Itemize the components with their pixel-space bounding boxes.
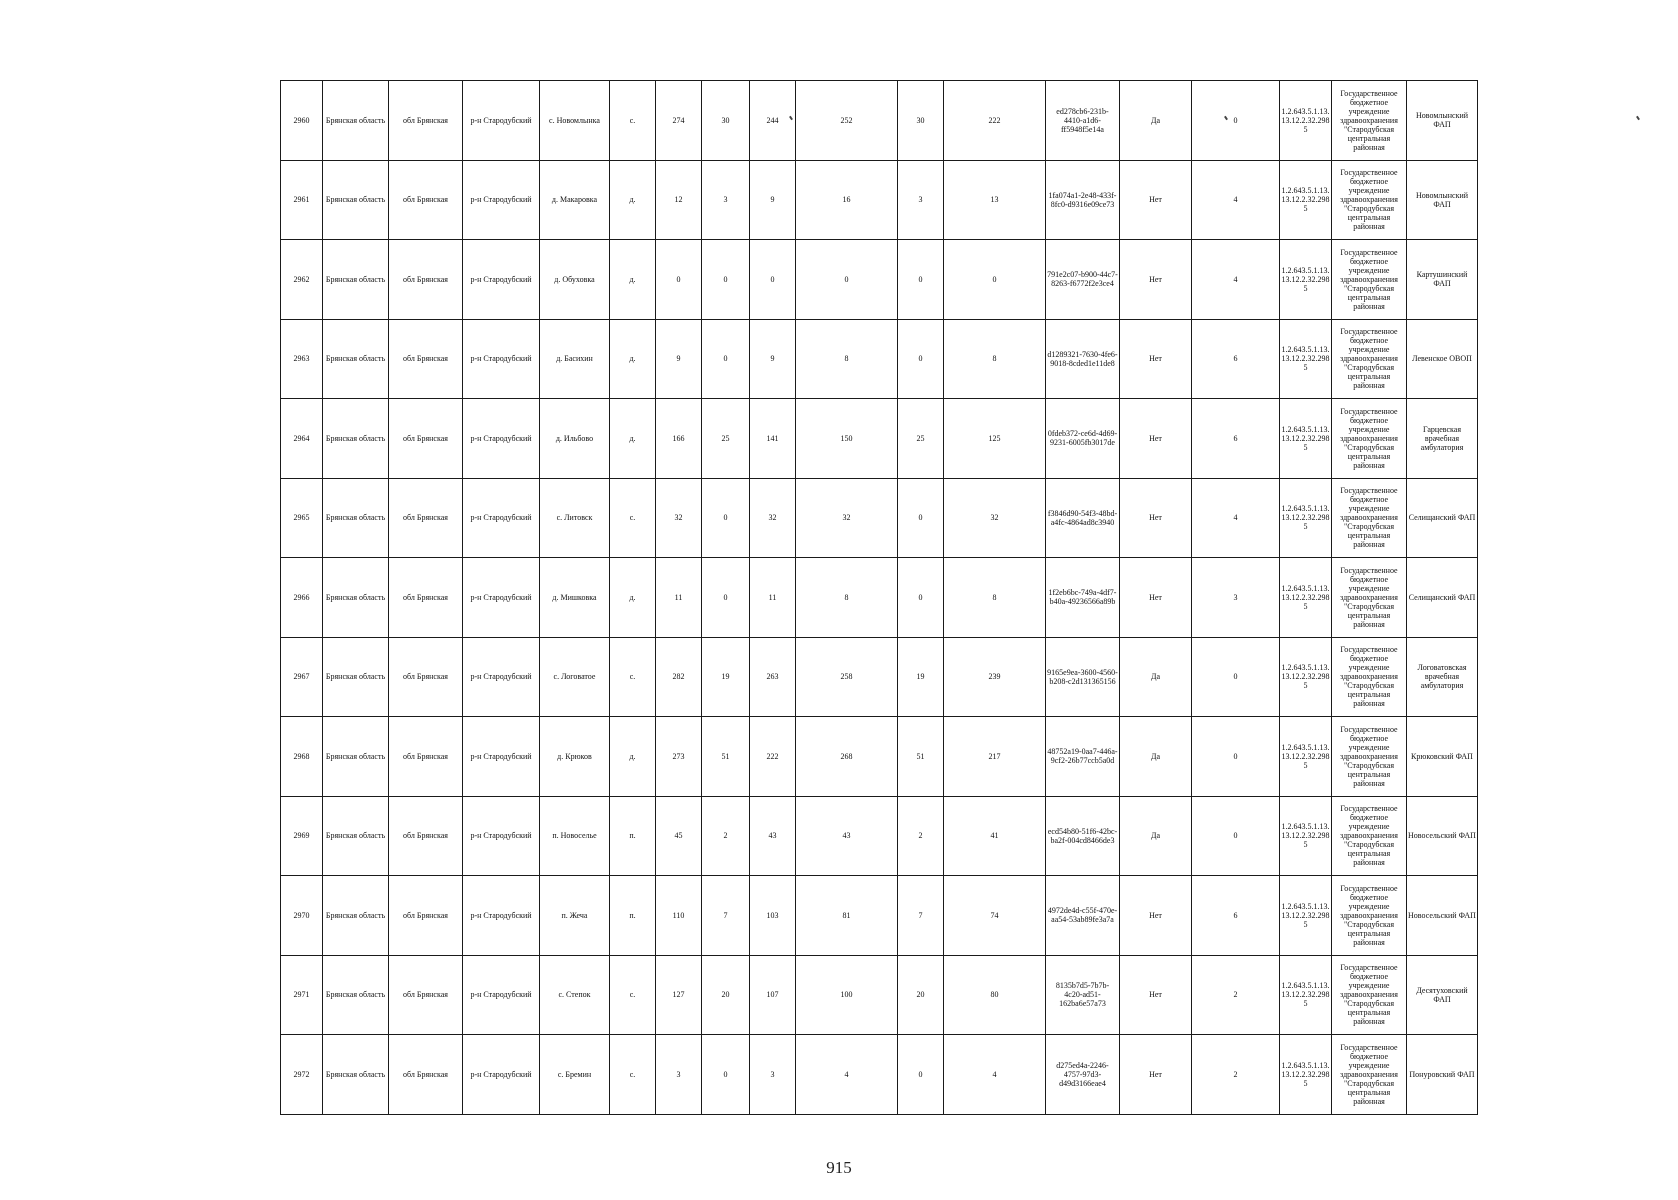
cell-region-short: обл Брянская bbox=[389, 876, 463, 956]
cell-population-2: 32 bbox=[796, 478, 898, 558]
cell-facility-name: Новомлынский ФАП bbox=[1407, 81, 1478, 161]
cell-district: р-н Стародубский bbox=[463, 81, 540, 161]
cell-organization-name: Государственное бюджетное учреждение здравоохранения "Стародубская центральная районная bbox=[1332, 81, 1407, 161]
cell-population-adults: 263 bbox=[750, 637, 796, 717]
cell-region-short: обл Брянская bbox=[389, 717, 463, 797]
table-row bbox=[281, 1035, 1478, 1115]
cell-settlement-type: с. bbox=[610, 81, 656, 161]
cell-facility-name: Новосельский ФАП bbox=[1407, 876, 1478, 956]
table-row bbox=[281, 876, 1478, 956]
cell-region-short: обл Брянская bbox=[389, 478, 463, 558]
cell-population-adults: 107 bbox=[750, 955, 796, 1035]
cell-adults-2: 74 bbox=[944, 876, 1046, 956]
cell-has-medical-facility: Нет bbox=[1120, 319, 1192, 399]
cell-settlement-type: д. bbox=[610, 319, 656, 399]
cell-district: р-н Стародубский bbox=[463, 876, 540, 956]
cell-organization-name: Государственное бюджетное учреждение здравоохранения "Стародубская центральная районная bbox=[1332, 717, 1407, 797]
cell-distance: 0 bbox=[1192, 81, 1280, 161]
cell-population-2: 81 bbox=[796, 876, 898, 956]
cell-settlement-type: с. bbox=[610, 478, 656, 558]
cell-population-2: 8 bbox=[796, 319, 898, 399]
cell-region-short: обл Брянская bbox=[389, 955, 463, 1035]
cell-row-number: 2966 bbox=[281, 558, 323, 638]
cell-population-total: 0 bbox=[656, 240, 702, 320]
cell-region-short: обл Брянская bbox=[389, 319, 463, 399]
cell-settlement: д. Басихин bbox=[540, 319, 610, 399]
table-row bbox=[281, 558, 1478, 638]
cell-region: Брянская область bbox=[323, 81, 389, 161]
cell-row-number: 2971 bbox=[281, 955, 323, 1035]
table-body bbox=[281, 81, 1478, 1115]
cell-region-short: обл Брянская bbox=[389, 240, 463, 320]
cell-organization-oid: 1.2.643.5.1.13.13.12.2.32.2985 bbox=[1280, 637, 1332, 717]
cell-population-adults: 0 bbox=[750, 240, 796, 320]
cell-region: Брянская область bbox=[323, 955, 389, 1035]
cell-fias-guid: f3846d90-54f3-48bd-a4fc-4864ad8c3940 bbox=[1046, 478, 1120, 558]
cell-organization-name: Государственное бюджетное учреждение здравоохранения "Стародубская центральная районная bbox=[1332, 399, 1407, 479]
cell-distance: 3 bbox=[1192, 558, 1280, 638]
cell-region: Брянская область bbox=[323, 1035, 389, 1115]
cell-has-medical-facility: Да bbox=[1120, 81, 1192, 161]
cell-children-2: 0 bbox=[898, 558, 944, 638]
cell-distance: 2 bbox=[1192, 1035, 1280, 1115]
cell-facility-name: Картушинский ФАП bbox=[1407, 240, 1478, 320]
cell-children-2: 51 bbox=[898, 717, 944, 797]
cell-organization-name: Государственное бюджетное учреждение здравоохранения "Стародубская центральная районная bbox=[1332, 478, 1407, 558]
page-number: 915 bbox=[826, 1158, 852, 1177]
cell-region: Брянская область bbox=[323, 558, 389, 638]
cell-settlement-type: п. bbox=[610, 876, 656, 956]
cell-fias-guid: 1f2eb6bc-749a-4df7-b40a-49236566a89b bbox=[1046, 558, 1120, 638]
cell-organization-oid: 1.2.643.5.1.13.13.12.2.32.2985 bbox=[1280, 1035, 1332, 1115]
cell-organization-name: Государственное бюджетное учреждение здравоохранения "Стародубская центральная районная bbox=[1332, 955, 1407, 1035]
cell-population-2: 268 bbox=[796, 717, 898, 797]
cell-region: Брянская область bbox=[323, 319, 389, 399]
cell-population-total: 32 bbox=[656, 478, 702, 558]
cell-population-adults: 3 bbox=[750, 1035, 796, 1115]
cell-population-total: 274 bbox=[656, 81, 702, 161]
cell-region-short: обл Брянская bbox=[389, 160, 463, 240]
cell-region: Брянская область bbox=[323, 876, 389, 956]
cell-district: р-н Стародубский bbox=[463, 319, 540, 399]
cell-organization-oid: 1.2.643.5.1.13.13.12.2.32.2985 bbox=[1280, 399, 1332, 479]
cell-organization-name: Государственное бюджетное учреждение здравоохранения "Стародубская центральная районная bbox=[1332, 319, 1407, 399]
cell-district: р-н Стародубский bbox=[463, 558, 540, 638]
cell-fias-guid: d1289321-7630-4fe6-9018-8cded1e11de8 bbox=[1046, 319, 1120, 399]
table-row bbox=[281, 478, 1478, 558]
cell-distance: 6 bbox=[1192, 319, 1280, 399]
cell-settlement-type: д. bbox=[610, 558, 656, 638]
cell-population-children: 30 bbox=[702, 81, 750, 161]
cell-fias-guid: d275ed4a-2246-4757-97d3-d49d3166eae4 bbox=[1046, 1035, 1120, 1115]
cell-has-medical-facility: Нет bbox=[1120, 160, 1192, 240]
cell-organization-name: Государственное бюджетное учреждение здравоохранения "Стародубская центральная районная bbox=[1332, 240, 1407, 320]
cell-population-2: 150 bbox=[796, 399, 898, 479]
cell-distance: 6 bbox=[1192, 876, 1280, 956]
cell-children-2: 30 bbox=[898, 81, 944, 161]
cell-adults-2: 13 bbox=[944, 160, 1046, 240]
cell-population-total: 12 bbox=[656, 160, 702, 240]
cell-organization-name: Государственное бюджетное учреждение здравоохранения "Стародубская центральная районная bbox=[1332, 876, 1407, 956]
cell-organization-oid: 1.2.643.5.1.13.13.12.2.32.2985 bbox=[1280, 319, 1332, 399]
cell-distance: 4 bbox=[1192, 478, 1280, 558]
cell-fias-guid: 4972de4d-c55f-470e-aa54-53ab89fe3a7a bbox=[1046, 876, 1120, 956]
cell-facility-name: Крюковский ФАП bbox=[1407, 717, 1478, 797]
cell-row-number: 2972 bbox=[281, 1035, 323, 1115]
cell-population-children: 19 bbox=[702, 637, 750, 717]
cell-children-2: 0 bbox=[898, 478, 944, 558]
cell-distance: 0 bbox=[1192, 796, 1280, 876]
cell-facility-name: Логоватовская врачебная амбулатория bbox=[1407, 637, 1478, 717]
cell-population-children: 25 bbox=[702, 399, 750, 479]
cell-organization-name: Государственное бюджетное учреждение здравоохранения "Стародубская центральная районная bbox=[1332, 637, 1407, 717]
cell-organization-name: Государственное бюджетное учреждение здравоохранения "Стародубская центральная районная bbox=[1332, 796, 1407, 876]
cell-has-medical-facility: Нет bbox=[1120, 876, 1192, 956]
cell-adults-2: 222 bbox=[944, 81, 1046, 161]
cell-adults-2: 4 bbox=[944, 1035, 1046, 1115]
table-row bbox=[281, 319, 1478, 399]
cell-settlement-type: д. bbox=[610, 240, 656, 320]
cell-distance: 4 bbox=[1192, 160, 1280, 240]
cell-population-total: 3 bbox=[656, 1035, 702, 1115]
cell-settlement-type: д. bbox=[610, 717, 656, 797]
cell-row-number: 2963 bbox=[281, 319, 323, 399]
cell-settlement-type: д. bbox=[610, 160, 656, 240]
cell-children-2: 2 bbox=[898, 796, 944, 876]
cell-settlement-type: с. bbox=[610, 637, 656, 717]
cell-row-number: 2968 bbox=[281, 717, 323, 797]
cell-settlement-type: с. bbox=[610, 1035, 656, 1115]
cell-settlement: д. Макаровка bbox=[540, 160, 610, 240]
cell-region-short: обл Брянская bbox=[389, 1035, 463, 1115]
cell-district: р-н Стародубский bbox=[463, 399, 540, 479]
cell-has-medical-facility: Да bbox=[1120, 717, 1192, 797]
cell-population-children: 0 bbox=[702, 1035, 750, 1115]
cell-adults-2: 8 bbox=[944, 319, 1046, 399]
cell-distance: 2 bbox=[1192, 955, 1280, 1035]
cell-organization-name: Государственное бюджетное учреждение здравоохранения "Стародубская центральная районная bbox=[1332, 160, 1407, 240]
cell-row-number: 2962 bbox=[281, 240, 323, 320]
cell-population-total: 282 bbox=[656, 637, 702, 717]
cell-population-children: 3 bbox=[702, 160, 750, 240]
cell-settlement: с. Литовск bbox=[540, 478, 610, 558]
table-row bbox=[281, 81, 1478, 161]
cell-district: р-н Стародубский bbox=[463, 717, 540, 797]
cell-row-number: 2965 bbox=[281, 478, 323, 558]
cell-distance: 0 bbox=[1192, 717, 1280, 797]
cell-region: Брянская область bbox=[323, 478, 389, 558]
table-row bbox=[281, 796, 1478, 876]
cell-region: Брянская область bbox=[323, 637, 389, 717]
cell-children-2: 0 bbox=[898, 1035, 944, 1115]
cell-population-children: 20 bbox=[702, 955, 750, 1035]
cell-organization-oid: 1.2.643.5.1.13.13.12.2.32.2985 bbox=[1280, 955, 1332, 1035]
cell-settlement: с. Новомлынка bbox=[540, 81, 610, 161]
cell-children-2: 3 bbox=[898, 160, 944, 240]
cell-population-adults: 9 bbox=[750, 319, 796, 399]
cell-adults-2: 8 bbox=[944, 558, 1046, 638]
cell-region: Брянская область bbox=[323, 240, 389, 320]
cell-district: р-н Стародубский bbox=[463, 955, 540, 1035]
cell-district: р-н Стародубский bbox=[463, 796, 540, 876]
cell-children-2: 7 bbox=[898, 876, 944, 956]
cell-organization-oid: 1.2.643.5.1.13.13.12.2.32.2985 bbox=[1280, 240, 1332, 320]
cell-population-2: 258 bbox=[796, 637, 898, 717]
cell-fias-guid: 0fdeb372-ce6d-4d69-9231-6005fb3017de bbox=[1046, 399, 1120, 479]
table-row bbox=[281, 955, 1478, 1035]
cell-population-2: 16 bbox=[796, 160, 898, 240]
settlements-registry-table bbox=[280, 80, 1478, 1115]
cell-organization-oid: 1.2.643.5.1.13.13.12.2.32.2985 bbox=[1280, 81, 1332, 161]
cell-settlement: д. Обуховка bbox=[540, 240, 610, 320]
cell-adults-2: 41 bbox=[944, 796, 1046, 876]
cell-population-adults: 9 bbox=[750, 160, 796, 240]
cell-region-short: обл Брянская bbox=[389, 558, 463, 638]
cell-facility-name: Десятуховский ФАП bbox=[1407, 955, 1478, 1035]
cell-adults-2: 217 bbox=[944, 717, 1046, 797]
cell-population-children: 0 bbox=[702, 240, 750, 320]
cell-settlement: с. Бремин bbox=[540, 1035, 610, 1115]
cell-organization-oid: 1.2.643.5.1.13.13.12.2.32.2985 bbox=[1280, 478, 1332, 558]
cell-has-medical-facility: Нет bbox=[1120, 1035, 1192, 1115]
cell-population-children: 7 bbox=[702, 876, 750, 956]
cell-organization-oid: 1.2.643.5.1.13.13.12.2.32.2985 bbox=[1280, 876, 1332, 956]
cell-region: Брянская область bbox=[323, 399, 389, 479]
cell-district: р-н Стародубский bbox=[463, 240, 540, 320]
cell-facility-name: Левенское ОВОП bbox=[1407, 319, 1478, 399]
cell-facility-name: Понуровский ФАП bbox=[1407, 1035, 1478, 1115]
cell-settlement-type: с. bbox=[610, 955, 656, 1035]
cell-district: р-н Стародубский bbox=[463, 1035, 540, 1115]
cell-settlement: п. Жеча bbox=[540, 876, 610, 956]
cell-organization-oid: 1.2.643.5.1.13.13.12.2.32.2985 bbox=[1280, 717, 1332, 797]
cell-children-2: 0 bbox=[898, 240, 944, 320]
cell-facility-name: Новосельский ФАП bbox=[1407, 796, 1478, 876]
cell-adults-2: 125 bbox=[944, 399, 1046, 479]
cell-row-number: 2969 bbox=[281, 796, 323, 876]
cell-facility-name: Селищанский ФАП bbox=[1407, 558, 1478, 638]
cell-population-children: 2 bbox=[702, 796, 750, 876]
cell-fias-guid: ecd54b80-51f6-42bc-ba2f-004cd8466de3 bbox=[1046, 796, 1120, 876]
cell-row-number: 2961 bbox=[281, 160, 323, 240]
cell-has-medical-facility: Нет bbox=[1120, 399, 1192, 479]
cell-population-total: 166 bbox=[656, 399, 702, 479]
cell-has-medical-facility: Да bbox=[1120, 637, 1192, 717]
cell-organization-oid: 1.2.643.5.1.13.13.12.2.32.2985 bbox=[1280, 558, 1332, 638]
cell-fias-guid: 1fa074a1-2e48-433f-8fc0-d9316e09ce73 bbox=[1046, 160, 1120, 240]
cell-population-2: 8 bbox=[796, 558, 898, 638]
cell-has-medical-facility: Нет bbox=[1120, 558, 1192, 638]
cell-population-adults: 32 bbox=[750, 478, 796, 558]
cell-adults-2: 32 bbox=[944, 478, 1046, 558]
cell-settlement: д. Ильбово bbox=[540, 399, 610, 479]
cell-population-adults: 222 bbox=[750, 717, 796, 797]
cell-facility-name: Новомлынский ФАП bbox=[1407, 160, 1478, 240]
cell-settlement-type: п. bbox=[610, 796, 656, 876]
table-row bbox=[281, 160, 1478, 240]
cell-organization-oid: 1.2.643.5.1.13.13.12.2.32.2985 bbox=[1280, 796, 1332, 876]
cell-population-2: 4 bbox=[796, 1035, 898, 1115]
cell-region: Брянская область bbox=[323, 717, 389, 797]
cell-fias-guid: 48752a19-0aa7-446a-9cf2-26b77ccb5a0d bbox=[1046, 717, 1120, 797]
cell-population-2: 252 bbox=[796, 81, 898, 161]
cell-region: Брянская область bbox=[323, 160, 389, 240]
cell-row-number: 2967 bbox=[281, 637, 323, 717]
cell-fias-guid: 791e2c07-b900-44c7-8263-f6772f2e3ce4 bbox=[1046, 240, 1120, 320]
cell-adults-2: 80 bbox=[944, 955, 1046, 1035]
cell-population-adults: 141 bbox=[750, 399, 796, 479]
cell-organization-name: Государственное бюджетное учреждение здравоохранения "Стародубская центральная районная bbox=[1332, 1035, 1407, 1115]
cell-adults-2: 0 bbox=[944, 240, 1046, 320]
scan-mark bbox=[1636, 116, 1640, 120]
cell-population-total: 11 bbox=[656, 558, 702, 638]
cell-fias-guid: 9165e9ea-3600-4560-b208-c2d131365156 bbox=[1046, 637, 1120, 717]
cell-fias-guid: 8135b7d5-7b7b-4c20-ad51-162ba6e57a73 bbox=[1046, 955, 1120, 1035]
cell-population-2: 43 bbox=[796, 796, 898, 876]
cell-population-total: 45 bbox=[656, 796, 702, 876]
cell-population-adults: 43 bbox=[750, 796, 796, 876]
cell-has-medical-facility: Нет bbox=[1120, 240, 1192, 320]
cell-organization-oid: 1.2.643.5.1.13.13.12.2.32.2985 bbox=[1280, 160, 1332, 240]
cell-children-2: 19 bbox=[898, 637, 944, 717]
cell-district: р-н Стародубский bbox=[463, 637, 540, 717]
cell-distance: 0 bbox=[1192, 637, 1280, 717]
cell-population-total: 9 bbox=[656, 319, 702, 399]
cell-population-adults: 11 bbox=[750, 558, 796, 638]
table-row bbox=[281, 240, 1478, 320]
cell-adults-2: 239 bbox=[944, 637, 1046, 717]
cell-distance: 6 bbox=[1192, 399, 1280, 479]
cell-region-short: обл Брянская bbox=[389, 399, 463, 479]
cell-row-number: 2964 bbox=[281, 399, 323, 479]
cell-facility-name: Селищанский ФАП bbox=[1407, 478, 1478, 558]
cell-district: р-н Стародубский bbox=[463, 478, 540, 558]
cell-region-short: обл Брянская bbox=[389, 81, 463, 161]
cell-population-2: 0 bbox=[796, 240, 898, 320]
cell-has-medical-facility: Нет bbox=[1120, 955, 1192, 1035]
cell-population-children: 0 bbox=[702, 319, 750, 399]
cell-organization-name: Государственное бюджетное учреждение здравоохранения "Стародубская центральная районная bbox=[1332, 558, 1407, 638]
cell-children-2: 20 bbox=[898, 955, 944, 1035]
table-row bbox=[281, 637, 1478, 717]
cell-settlement: с. Степок bbox=[540, 955, 610, 1035]
cell-facility-name: Гарцевская врачебная амбулатория bbox=[1407, 399, 1478, 479]
cell-fias-guid: ed278cb6-231b-4410-a1d6-ff5948f5e14a bbox=[1046, 81, 1120, 161]
cell-has-medical-facility: Нет bbox=[1120, 478, 1192, 558]
cell-population-total: 127 bbox=[656, 955, 702, 1035]
cell-district: р-н Стародубский bbox=[463, 160, 540, 240]
cell-population-2: 100 bbox=[796, 955, 898, 1035]
cell-population-children: 0 bbox=[702, 558, 750, 638]
cell-children-2: 25 bbox=[898, 399, 944, 479]
cell-region: Брянская область bbox=[323, 796, 389, 876]
cell-region-short: обл Брянская bbox=[389, 637, 463, 717]
cell-row-number: 2970 bbox=[281, 876, 323, 956]
cell-settlement-type: д. bbox=[610, 399, 656, 479]
table-row bbox=[281, 717, 1478, 797]
cell-population-adults: 244 bbox=[750, 81, 796, 161]
cell-population-adults: 103 bbox=[750, 876, 796, 956]
cell-settlement: д. Мишковка bbox=[540, 558, 610, 638]
cell-distance: 4 bbox=[1192, 240, 1280, 320]
cell-settlement: с. Логоватое bbox=[540, 637, 610, 717]
cell-row-number: 2960 bbox=[281, 81, 323, 161]
cell-population-total: 110 bbox=[656, 876, 702, 956]
cell-population-total: 273 bbox=[656, 717, 702, 797]
cell-settlement: п. Новоселье bbox=[540, 796, 610, 876]
table-row bbox=[281, 399, 1478, 479]
cell-settlement: д. Крюков bbox=[540, 717, 610, 797]
cell-region-short: обл Брянская bbox=[389, 796, 463, 876]
cell-population-children: 51 bbox=[702, 717, 750, 797]
cell-children-2: 0 bbox=[898, 319, 944, 399]
cell-population-children: 0 bbox=[702, 478, 750, 558]
cell-has-medical-facility: Да bbox=[1120, 796, 1192, 876]
